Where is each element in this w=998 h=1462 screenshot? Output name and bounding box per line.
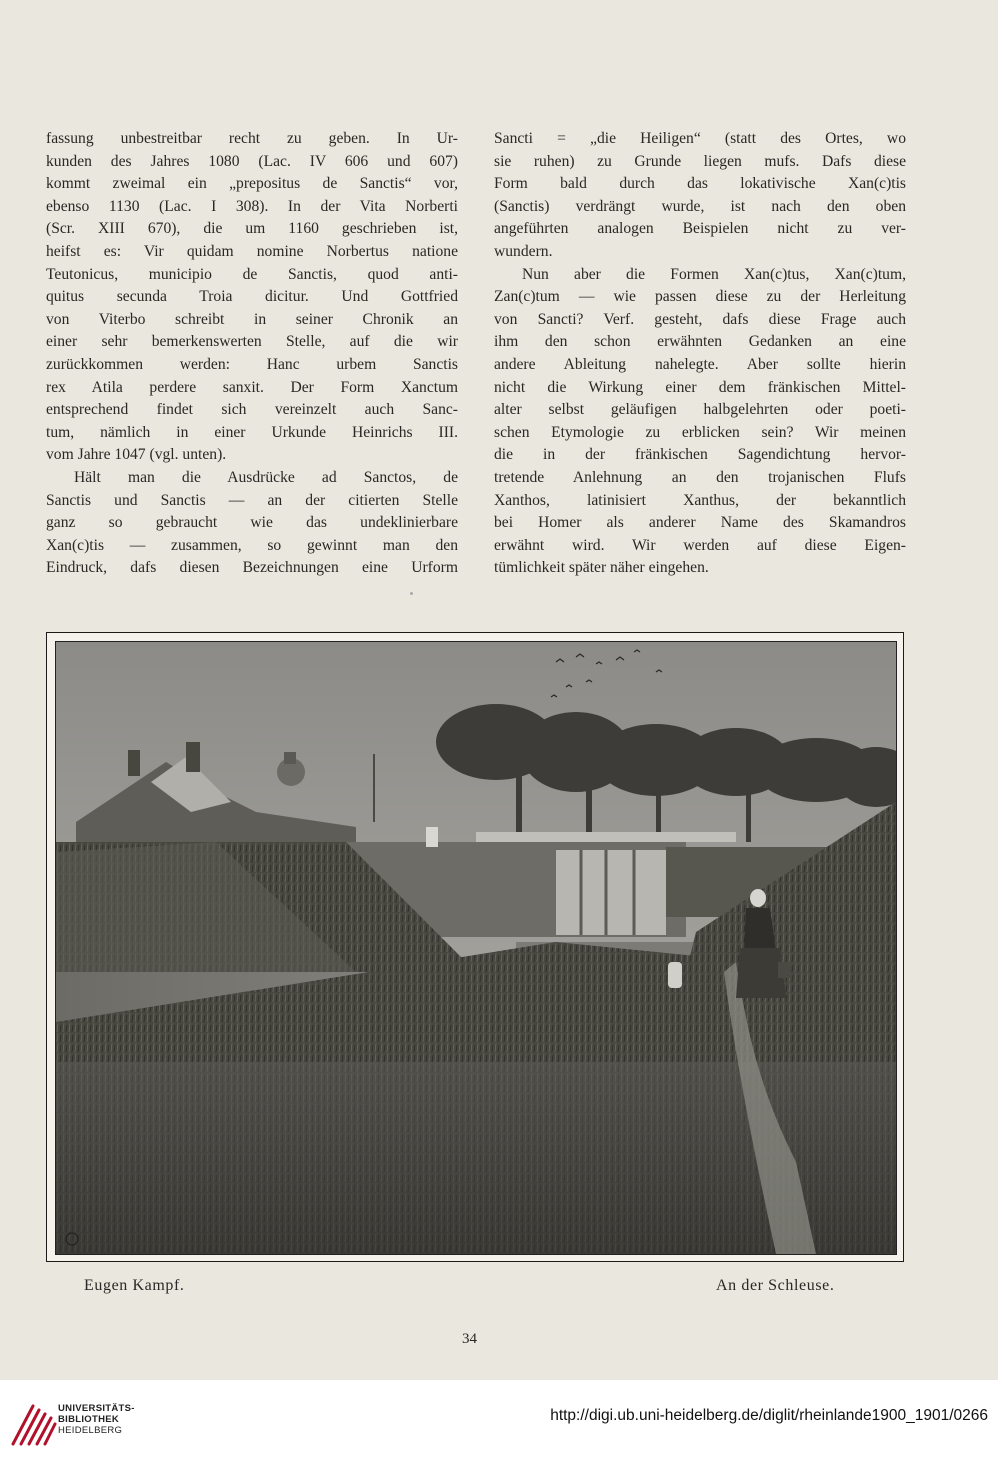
text-line: Sancti = „die Heiligen“ (statt des Ortes, wo xyxy=(494,130,906,147)
text-line: nicht die Wirkung einer dem fränkischen Mittel- xyxy=(494,378,906,396)
text-line: andere Ableitung nahelegte. Aber sollte hierin xyxy=(494,355,906,373)
figure-frame xyxy=(46,632,904,1262)
library-name-line: BIBLIOTHEK xyxy=(58,1414,120,1425)
text-line: erwähnt wird. Wir werden auf diese Eigen- xyxy=(494,536,906,554)
text-line: Zan(c)tum — wie passen diese zu der Herleitung xyxy=(494,288,906,306)
university-library-logo-icon xyxy=(9,1400,59,1448)
text-line: kommt zweimal ein „prepositus de Sanctis“ vor, xyxy=(46,175,458,193)
painting-reproduction xyxy=(55,641,897,1255)
text-line: tretende Anlehnung an den trojanischen Flufs xyxy=(494,468,906,486)
text-line: Teutonicus, municipio de Sanctis, quod anti- xyxy=(46,265,458,283)
right-text-column xyxy=(494,128,906,580)
text-line: schen Etymologie zu erblicken sein? Wir meinen xyxy=(494,423,906,441)
source-url-link[interactable]: http://digi.ub.uni-heidelberg.de/diglit/rheinlande1900_1901/0266 xyxy=(550,1407,988,1424)
canal-lock-painting xyxy=(56,642,896,1254)
text-line: die in der fränkischen Sagendichtung hervor- xyxy=(494,446,906,464)
right-paragraph-2 xyxy=(494,264,906,580)
text-line: rex Atila perdere sanxit. Der Form Xanctum xyxy=(46,378,458,396)
text-line: Form bald durch das lokativische Xan(c)tis xyxy=(494,175,906,193)
text-line: heifst es: Vir quidam nomine Norbertus natione xyxy=(46,242,458,260)
figure-artist-caption: Eugen Kampf. xyxy=(84,1277,185,1294)
text-line: entsprechend findet sich vereinzelt auch Sanc- xyxy=(46,401,458,419)
text-line: sie ruhen) zu Grunde liegen mufs. Dafs diese xyxy=(494,152,906,170)
library-name-line: UNIVERSITÄTS- xyxy=(58,1403,135,1414)
text-line: fassung unbestreitbar recht zu geben. In Ur- xyxy=(46,130,458,147)
text-line: quitus secunda Troia dicitur. Und Gottfried xyxy=(46,288,458,306)
text-line: tümlichkeit später näher eingehen. xyxy=(494,559,709,577)
library-name xyxy=(58,1403,135,1436)
text-line: kunden des Jahres 1080 (Lac. IV 606 und 607) xyxy=(46,152,458,170)
figure-title-caption: An der Schleuse. xyxy=(716,1277,835,1294)
text-line: Hält man die Ausdrücke ad Sanctos, de xyxy=(74,468,458,486)
print-speck xyxy=(410,592,413,595)
text-line: Eindruck, dafs diesen Bezeichnungen eine Urform xyxy=(46,559,458,577)
digitization-footer xyxy=(0,1380,998,1462)
text-line: ganz so gebraucht wie das undeklinierbare xyxy=(46,514,458,532)
text-line: wundern. xyxy=(494,242,553,260)
text-line: (Sanctis) verdrängt wurde, ist nach den oben xyxy=(494,197,906,215)
text-line: bei Homer als anderer Name des Skamandros xyxy=(494,514,906,532)
text-line: Xanthos, latinisiert Xanthus, der bekanntlich xyxy=(494,491,906,509)
right-paragraph-1 xyxy=(494,128,906,264)
text-line: von Viterbo schreibt in seiner Chronik an xyxy=(46,310,458,328)
text-line: von Sancti? Verf. gesteht, dafs diese Frage auch xyxy=(494,310,906,328)
text-line: Sanctis und Sanctis — an der citierten Stelle xyxy=(46,491,458,509)
bollard xyxy=(668,962,682,988)
text-line: tum, nämlich in einer Urkunde Heinrichs III. xyxy=(46,423,458,441)
left-paragraph-2 xyxy=(46,467,458,580)
text-line: Xan(c)tis — zusammen, so gewinnt man den xyxy=(46,536,458,554)
text-line: (Scr. XIII 670), die um 1160 geschrieben ist, xyxy=(46,220,458,238)
text-line: einer sehr bemerkenswerten Stelle, auf die wir xyxy=(46,333,458,351)
library-name-line: HEIDELBERG xyxy=(58,1425,123,1436)
text-line: Nun aber die Formen Xan(c)tus, Xan(c)tum, xyxy=(522,265,906,283)
left-paragraph-1 xyxy=(46,128,458,467)
text-line: angeführten analogen Beispielen nicht zu ver- xyxy=(494,220,906,238)
text-line: ebenso 1130 (Lac. I 308). In der Vita Norberti xyxy=(46,197,458,215)
text-line: alter selbst geläufigen halbgelehrten oder poeti- xyxy=(494,401,906,419)
text-line: zurückkommen werden: Hanc urbem Sanctis xyxy=(46,355,458,373)
text-line: ihm den schon erwähnten Gedanken an eine xyxy=(494,333,906,351)
page-number: 34 xyxy=(462,1331,477,1347)
text-line: vom Jahre 1047 (vgl. unten). xyxy=(46,446,227,464)
left-text-column xyxy=(46,128,458,580)
